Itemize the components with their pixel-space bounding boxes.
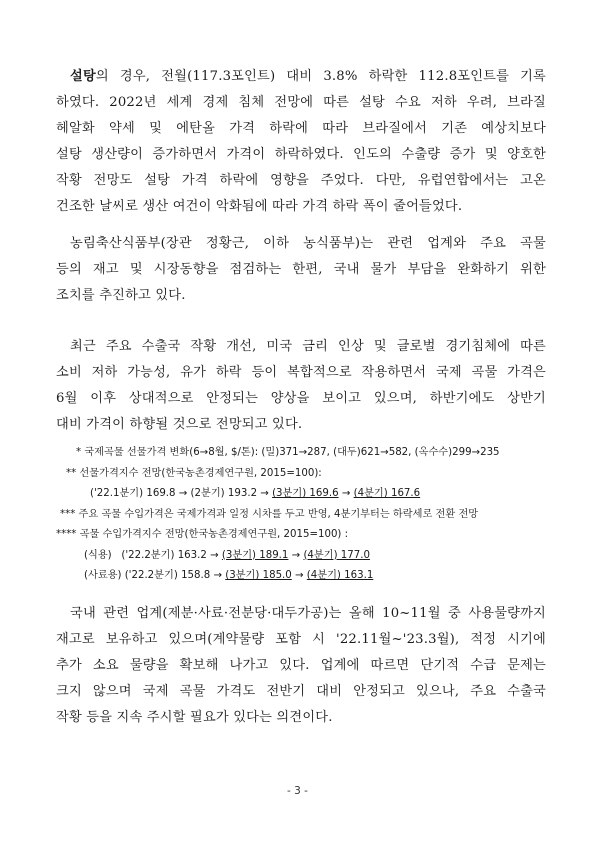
- paragraph-industry: [56, 601, 546, 731]
- text-line: 설탕 생산량이 증가하면서 가격이 하락하였다. 인도의 수출량 증가 및 양호한: [56, 147, 546, 162]
- paragraph-ministry: [56, 231, 546, 309]
- text-line: 건조한 날씨로 생산 여건이 악화됨에 따라 가격 하락 폭이 줄어들었다.: [56, 199, 463, 214]
- footnote-4-feed: (사료용) ('22.2분기) 158.8 → (3분기) 185.0 → (4분기) 163.1: [84, 570, 374, 581]
- page-number: - 3 -: [287, 785, 308, 797]
- paragraph-outlook: [56, 334, 546, 438]
- text-line: 최근 주요 수출국 작황 개선, 미국 금리 인상 및 글로벌 경기침체에 따른: [70, 339, 546, 354]
- text-line: 조치를 추진하고 있다.: [56, 288, 186, 303]
- text-line: 설탕의 경우, 전월(117.3포인트) 대비 3.8% 하락한 112.8포인트를 기록: [70, 69, 546, 84]
- footnote-3: *** 주요 곡물 수입가격은 국제가격과 일정 시차를 두고 반영, 4분기부터는 하락세로 전환 전망: [60, 508, 479, 520]
- text-line: 크지 않으며 국제 곡물 가격도 전반기 대비 안정되고 있으나, 주요 수출국: [56, 684, 546, 699]
- text-line: 재고로 보유하고 있으며(계약물량 포함 시 '22.11월~'23.3월), 적정 시기에: [56, 632, 546, 647]
- text-line: 대비 가격이 하향될 것으로 전망되고 있다.: [56, 417, 303, 432]
- text-line: 작황 전망도 설탕 가격 하락에 영향을 주었다. 다만, 유럽연합에서는 고온: [56, 173, 546, 188]
- text-line: 등의 재고 및 시장동향을 점검하는 한편, 국내 물가 부담을 완화하기 위한: [56, 262, 546, 277]
- footnote-2: ** 선물가격지수 전망(한국농촌경제연구원, 2015=100):: [66, 467, 322, 479]
- keyword-sugar: 설탕: [70, 69, 96, 84]
- text-line: 헤알화 약세 및 에탄올 가격 하락에 따라 브라질에서 기존 예상치보다: [56, 121, 546, 136]
- text-line: 농림축산식품부(장관 정황근, 이하 농식품부)는 관련 업계와 주요 곡물: [70, 236, 546, 251]
- footnote-4: **** 곡물 수입가격지수 전망(한국농촌경제연구원, 2015=100) :: [56, 529, 349, 540]
- footnote-4-food: (식용) ('22.2분기) 163.2 → (3분기) 189.1 → (4분기) 177.0: [84, 549, 370, 561]
- text-line: 6월 이후 상대적으로 안정되는 양상을 보이고 있으며, 하반기에도 상반기: [56, 391, 546, 406]
- text-line: 작황 등을 지속 주시할 필요가 있다는 의견이다.: [56, 710, 333, 725]
- paragraph-sugar: [56, 64, 546, 220]
- footnote-1: * 국제곡물 선물가격 변화(6→8월, $/톤): (밀)371→287, (대두)621→582, (옥수수)299→235: [76, 447, 500, 458]
- text-line: 소비 저하 가능성, 유가 하락 등이 복합적으로 작용하면서 국제 곡물 가격은: [56, 365, 546, 380]
- footnote-2-detail: ('22.1분기) 169.8 → (2분기) 193.2 → (3분기) 169.6 → (4분기) 167.6: [90, 488, 421, 499]
- text-line: 추가 소요 물량을 확보해 나가고 있다. 업계에 따르면 단기적 수급 문제는: [56, 658, 546, 673]
- text-line: 하였다. 2022년 세계 경제 침체 전망에 따른 설탕 수요 저하 우려, 브라질: [56, 95, 546, 110]
- footnotes: [56, 443, 556, 587]
- text-line: 국내 관련 업계(제분·사료·전분당·대두가공)는 올해 10~11월 중 사용물량까지: [70, 606, 546, 621]
